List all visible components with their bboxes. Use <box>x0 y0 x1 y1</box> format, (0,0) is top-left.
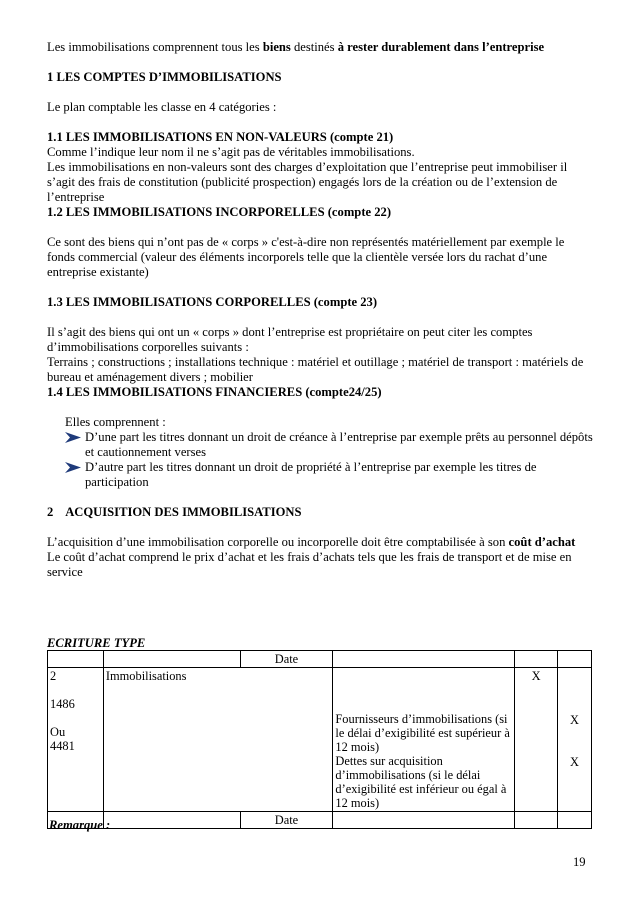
s11-line2: Les immobilisations en non-valeurs sont des charges d’exploitation que l’entreprise peut immobiliser il s’agit des frais de constitution (publicité prospection) engagés lors de la création ou de l’extension de l’entreprise <box>47 160 568 204</box>
section1-plan-text: Le plan comptable les classe en 4 catégories : <box>47 100 277 114</box>
ecriture-table <box>47 650 592 829</box>
intro-text-middle: destinés <box>290 40 338 54</box>
list-item-text: D’une part les titres donnant un droit de créance à l’entreprise par exemple prêts au personnel dépôts et cautionnement verses <box>85 430 593 459</box>
table-row <box>48 651 592 668</box>
credit-labels: Fournisseurs d’immobilisations (si le délai d’exigibilité est supérieur à 12 mois) Dettes sur acquisition d’immobilisations (si le délai d’exigibilité est inférieur ou égal à 12 mois) <box>333 668 515 812</box>
section2-text1 <box>47 535 595 550</box>
table-row <box>48 668 592 812</box>
date-bottom: Date <box>240 812 333 829</box>
section2-text2: Le coût d’achat comprend le prix d’achat et les frais d’achats tels que les frais de transport et de mise en service <box>47 550 572 579</box>
debit-account: 2 <box>50 669 57 683</box>
intro-text: Les immobilisations comprennent tous les <box>47 40 263 54</box>
credit-mark-1: X <box>570 713 579 727</box>
arrow-bullet-icon <box>65 460 85 473</box>
intro-paragraph <box>47 40 595 55</box>
section2-text1-prefix: L’acquisition d’une immobilisation corporelle ou incorporelle doit être comptabilisée à son <box>47 535 509 549</box>
section2-bold-cout: coût d’achat <box>508 535 576 549</box>
credit-mark-2: X <box>570 755 579 769</box>
arrow-bullet-icon <box>65 430 85 443</box>
page-number: 19 <box>573 855 586 869</box>
s13-heading: 1.3 LES IMMOBILISATIONS CORPORELLES (compte 23) <box>47 295 378 309</box>
list-item <box>65 430 595 460</box>
intro-bold-durable: à rester durablement dans l’entreprise <box>337 40 545 54</box>
table-row <box>48 812 592 829</box>
s14-list <box>65 415 595 490</box>
s11-heading: 1.1 LES IMMOBILISATIONS EN NON-VALEURS (compte 21) <box>47 130 394 144</box>
intro-bold-biens: biens <box>262 40 291 54</box>
ecriture-title: ECRITURE TYPE <box>47 636 146 650</box>
list-item-text: D’autre part les titres donnant un droit de propriété à l’entreprise par exemple les titres de participation <box>85 460 537 489</box>
s12-heading: 1.2 LES IMMOBILISATIONS INCORPORELLES (compte 22) <box>47 205 392 219</box>
remarque-label: Remarque : <box>49 818 111 832</box>
s11-line1: Comme l’indique leur nom il ne s’agit pas de véritables immobilisations. <box>47 145 415 159</box>
s13-text1: Il s’agit des biens qui ont un « corps » dont l’entreprise est propriétaire on peut citer les comptes d’immobilisations corporelles suivants : <box>47 325 533 354</box>
page-content <box>47 40 595 580</box>
date-top: Date <box>240 651 333 668</box>
section1-heading: 1 LES COMPTES D’IMMOBILISATIONS <box>47 70 282 84</box>
list-item <box>65 460 595 490</box>
s14-intro: Elles comprennent : <box>65 415 166 429</box>
debit-mark: X <box>515 668 558 812</box>
credit-accounts: 1486 Ou 4481 <box>50 697 75 753</box>
debit-label: Immobilisations <box>105 669 187 683</box>
section2-heading: 2 ACQUISITION DES IMMOBILISATIONS <box>47 505 302 519</box>
s14-heading: 1.4 LES IMMOBILISATIONS FINANCIERES (compte24/25) <box>47 385 382 399</box>
s13-text2: Terrains ; constructions ; installations technique : matériel et outillage ; matériel de transport : matériels de bureau et aménagement divers ; mobilier <box>47 355 584 384</box>
s12-text: Ce sont des biens qui n’ont pas de « corps » c'est-à-dire non représentés matériellement par exemple le fonds commercial (valeur des éléments incorporels telle que la clientèle versée lors du rachat d’une entreprise existante) <box>47 235 565 279</box>
